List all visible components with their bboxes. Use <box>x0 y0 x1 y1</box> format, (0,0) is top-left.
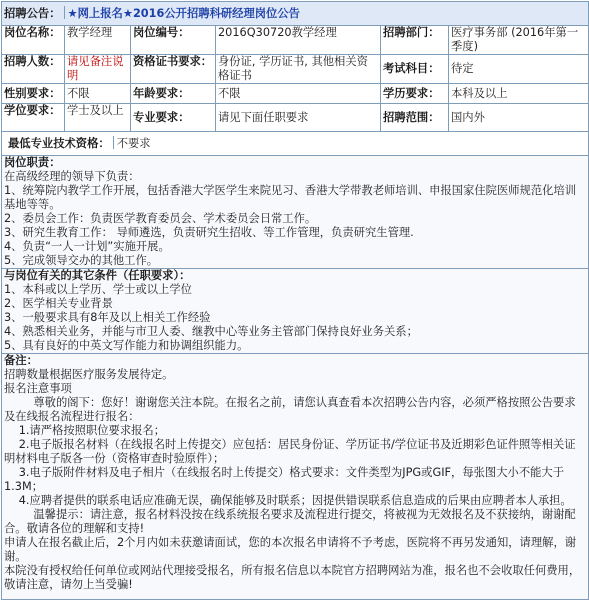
department-value: 医疗事务部 (2016年第一季度) <box>449 26 589 55</box>
duties-cell <box>2 156 589 269</box>
posting-header-cell <box>2 2 589 26</box>
conditions-title: 与岗位有关的其它条件（任职要求）： <box>4 269 191 282</box>
conditions-line: 1、本科或以上学历、学士或以上学位 <box>4 283 192 296</box>
scope-value: 国内外 <box>449 104 589 132</box>
conditions-row <box>2 269 589 354</box>
notes-line: 申请人在报名截止后，2个月内如未获邀请面试，您的本次报名申请将不予考虑，医院将不再另发通知，请理解，谢谢。 <box>4 536 577 563</box>
gender-value: 不限 <box>65 84 131 104</box>
exam-subject-label: 考试科目： <box>381 55 449 84</box>
qualification-row <box>2 132 589 156</box>
duties-line: 2、委员会工作：负责医学教育委员会、学术委员会日常工作。 <box>4 212 317 225</box>
degree-value: 学士及以上 <box>65 104 131 132</box>
notes-line: 报名注意事项 <box>4 382 72 395</box>
notes-item: 2.电子版报名材料（在线报名时上传提交）应包括：居民身份证、学历证书/学位证书及近期彩色证件照等相关证明材料电子版各一份（资格审查时验原件）； <box>4 438 576 465</box>
duties-title: 岗位职责： <box>4 156 61 169</box>
certificate-value: 身份证, 学历证书, 其他相关资格证书 <box>216 55 381 84</box>
duties-line: 在高级经理的领导下负责： <box>4 170 140 183</box>
notes-row <box>2 354 589 600</box>
age-value: 不限 <box>216 84 381 104</box>
duties-line: 3、研究生教育工作： 导师遴选，负责研究生招收、等工作管理，负责研究生管理. <box>4 226 414 239</box>
education-value: 本科及以上 <box>449 84 589 104</box>
job-posting-table <box>1 1 589 600</box>
gender-label: 性别要求： <box>2 84 65 104</box>
headcount-value: 请见备注说明 <box>65 55 131 84</box>
notes-item: 4.应聘者提供的联系电话应准确无误，确保能够及时联系；因提供错误联系信息造成的后果由应聘者本人承担。 <box>18 494 572 507</box>
info-row-3 <box>2 84 589 104</box>
major-value: 请见下面任职要求 <box>216 104 381 132</box>
notes-greeting: 尊敬的阁下：您好！谢谢您关注本院。在报名之前，请您认真查看本次招聘公告内容，必须严格按照公告要求及在线报名流程进行报名： <box>4 396 576 423</box>
duties-line: 5、完成领导交办的其他工作。 <box>4 254 159 267</box>
posting-header-row <box>2 2 589 26</box>
qualification-label: 最低专业技术资格： <box>8 137 110 150</box>
notes-item: 1.请严格按照职位要求报名； <box>18 424 166 437</box>
notes-item: 3.电子版附件材料及电子相片（在线报名时上传提交）格式要求：文件类型为JPG或GIF，每张图大小不能大于1.3M； <box>4 466 565 493</box>
conditions-cell <box>2 269 589 354</box>
conditions-line: 5、具有良好的中英文写作能力和协调组织能力。 <box>4 339 249 352</box>
notes-title: 备注： <box>4 354 38 367</box>
info-row-4 <box>2 104 589 132</box>
duties-line: 4、负责“一人一计划”实施开展。 <box>4 240 170 253</box>
header-divider <box>64 6 65 19</box>
position-name-value: 教学经理 <box>65 26 131 55</box>
notes-line: 本院没有授权给任何单位或网站代理接受报名，所有报名信息以本院官方招聘网站为准，报名也不会收取任何费用，敬请注意，请勿上当受骗! <box>4 564 581 591</box>
notes-reminder: 温馨提示：请注意，报名材料没按在线系统报名要求及流程进行提交，将被视为无效报名及不获接纳，谢谢配合。敬请各位的理解和支持! <box>4 508 576 535</box>
duties-line: 1、统筹院内教学工作开展，包括香港大学医学生来院见习、香港大学带教老师培训、申报国家住院医师规范化培训基地等等。 <box>4 184 577 211</box>
position-name-label: 岗位名称： <box>2 26 65 55</box>
age-label: 年龄要求： <box>131 84 216 104</box>
notes-cell <box>2 354 589 600</box>
degree-label: 学位要求： <box>2 104 65 132</box>
education-label: 学历要求： <box>381 84 449 104</box>
headcount-label: 招聘人数： <box>2 55 65 84</box>
posting-title: ★网上报名★2016公开招聘科研经理岗位公告 <box>67 7 300 20</box>
posting-header-label: 招聘公告： <box>4 7 61 20</box>
exam-subject-value: 待定 <box>449 55 589 84</box>
scope-label: 招聘范围： <box>381 104 449 132</box>
department-label: 招聘部门： <box>381 26 449 55</box>
conditions-line: 4、熟悉相关业务，并能与市卫人委、继教中心等业务主管部门保持良好业务关系； <box>4 325 418 338</box>
info-row-2 <box>2 55 589 84</box>
qualification-cell <box>2 132 589 156</box>
position-code-value: 2016Q30720教学经理 <box>216 26 381 55</box>
conditions-line: 3、一般要求具有8年及以上相关工作经验 <box>4 311 211 324</box>
position-code-label: 岗位编号： <box>131 26 216 55</box>
major-label: 专业要求： <box>131 104 216 132</box>
qualification-value: 不要求 <box>116 137 151 150</box>
duties-row <box>2 156 589 269</box>
info-row-1 <box>2 26 589 55</box>
conditions-line: 2、医学相关专业背景 <box>4 297 113 310</box>
certificate-label: 资格证书要求： <box>131 55 216 84</box>
notes-line: 招聘数量根据医疗服务发展待定。 <box>4 368 174 381</box>
qualification-divider <box>113 136 114 149</box>
